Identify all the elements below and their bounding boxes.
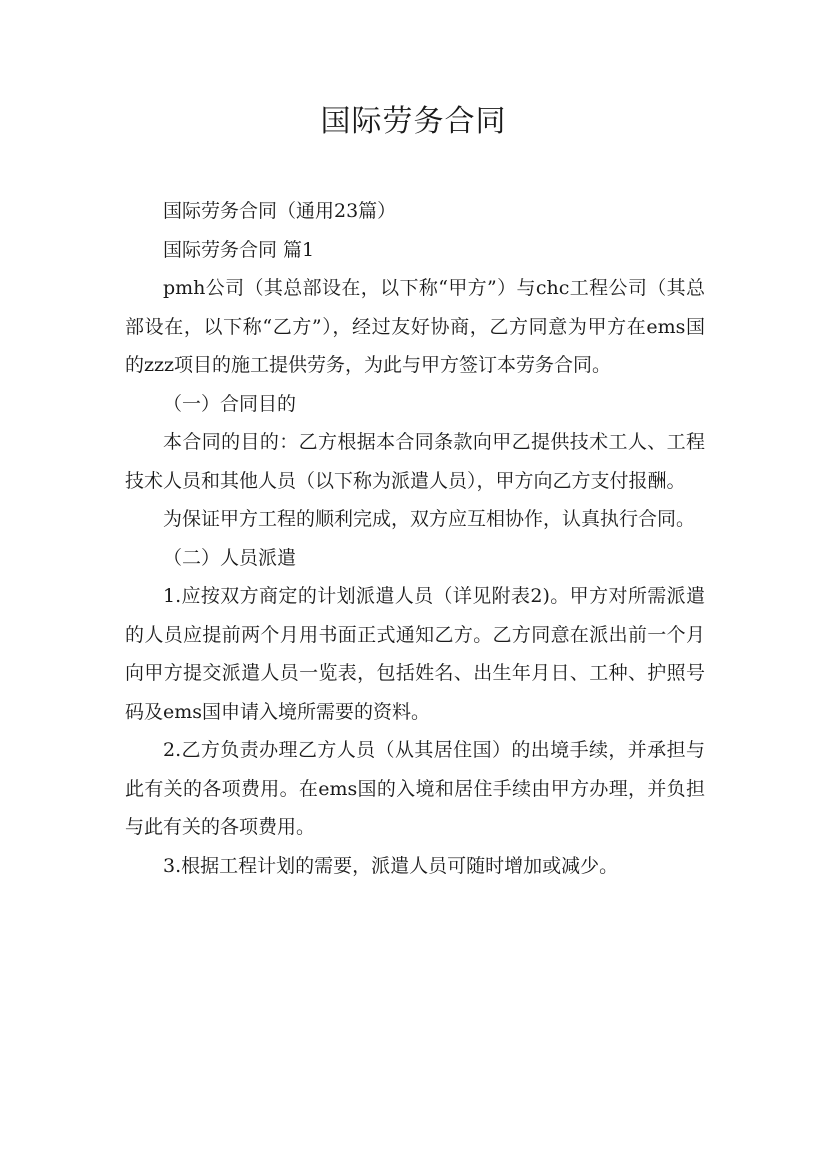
paragraph-item-3: 3.根据工程计划的需要，派遣人员可随时增加或减少。 [163,854,619,877]
paragraph-item-2: 2.乙方负责办理乙方人员（从其居住国）的出境手续，并承担与此有关的各项费用。在ems国的入境和居住手续由甲方办理，并负担与此有关的各项费用。 [125,739,705,838]
paragraph-item-1: 1.应按双方商定的计划派遣人员（详见附表2)。甲方对所需派遣的人员应提前两个月用书面正式通知乙方。乙方同意在派出前一个月向甲方提交派遣人员一览表，包括姓名、出生年月日、工种、护照号码及ems国申请入境所需要的资料。 [125,585,705,723]
paragraph-purpose: 本合同的目的：乙方根据本合同条款向甲乙提供技术工人、工程技术人员和其他人员（以下称为派遣人员），甲方向乙方支付报酬。 [125,431,705,492]
section-heading-dispatch: （二）人员派遣 [163,546,297,569]
document-title: 国际劳务合同 [320,104,507,139]
paragraph-part-heading: 国际劳务合同 篇1 [163,238,315,261]
document-body [125,192,705,885]
section-heading-purpose: （一）合同目的 [163,392,297,415]
paragraph-intro: pmh公司（其总部设在，以下称“甲方”）与chc工程公司（其总部设在，以下称“乙方”），经过友好协商，乙方同意为甲方在ems国的zzz项目的施工提供劳务，为此与甲方签订本劳务合同。 [125,277,705,376]
paragraph-cooperation: 为保证甲方工程的顺利完成，双方应互相协作，认真执行合同。 [163,508,696,530]
paragraph-subtitle: 国际劳务合同（通用23篇） [163,200,397,222]
